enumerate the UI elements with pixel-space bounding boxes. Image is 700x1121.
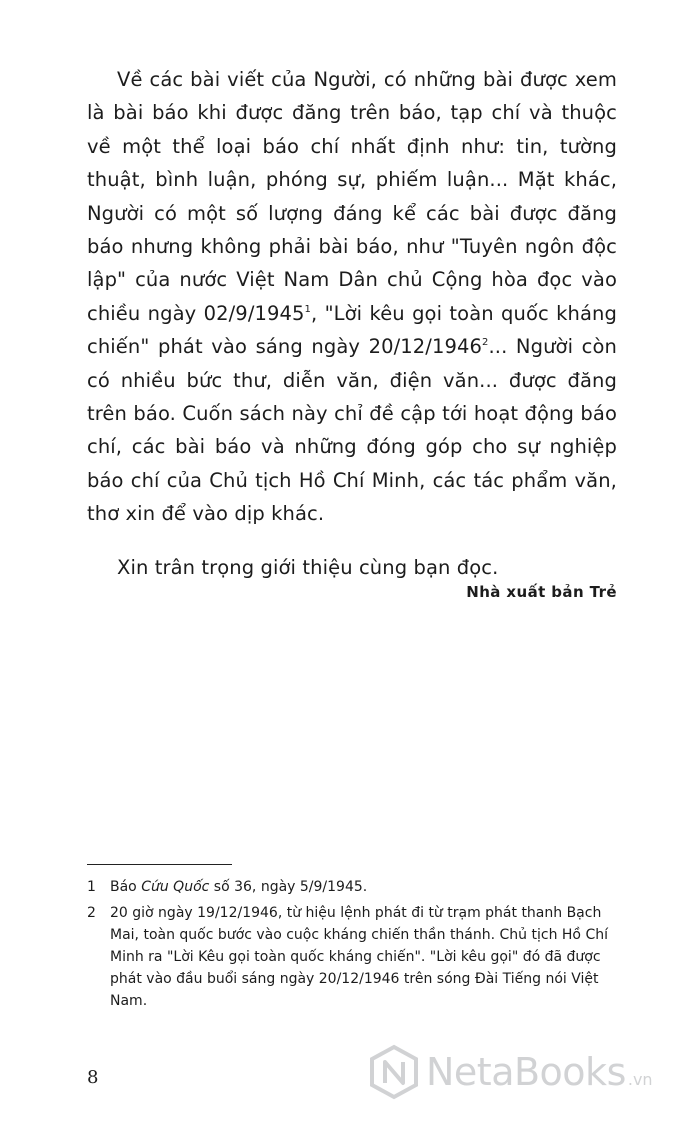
footnote-text: 20 giờ ngày 19/12/1946, từ hiệu lệnh phát đi từ trạm phát thanh Bạch Mai, toàn quốc bước vào cuộc kháng chiến thần thánh. Chủ tịch Hồ Chí Minh ra "Lời Kêu gọi toàn quốc kháng chiến". "Lời kêu gọi" đó đã được phát vào đầu buổi sáng ngày 20/12/1946 trên sóng Đài Tiếng nói Việt Nam. bbox=[110, 905, 608, 1009]
page-number: 8 bbox=[87, 1067, 99, 1088]
footnotes bbox=[87, 876, 619, 1016]
watermark bbox=[368, 1044, 653, 1100]
netabooks-logo-icon bbox=[368, 1044, 420, 1100]
footnote-text-start: Báo bbox=[110, 879, 142, 895]
watermark-suffix: .vn bbox=[627, 1069, 653, 1089]
paragraph-1 bbox=[87, 63, 617, 531]
footnote-2 bbox=[87, 902, 619, 1012]
watermark-brand: NetaBooks bbox=[426, 1050, 626, 1094]
footnote-number: 2 bbox=[87, 905, 96, 921]
paragraph-1-text: Về các bài viết của Người, có những bài được xem là bài báo khi được đăng trên báo, tạp chí và thuộc về một thể loại báo chí nhất định như: tin, tường thuật, bình luận, phóng sự, phiếm luận... Mặt khác, Người có một số lượng đáng kể các bài được đăng báo nhưng không phải bài báo, như "Tuyên ngôn độc lập" của nước Việt Nam Dân chủ Cộng hòa đọc vào chiều ngày 02/9/1945 bbox=[87, 68, 617, 325]
footnote-ref-1[interactable]: 1 bbox=[304, 303, 311, 315]
newspaper-name: Cứu Quốc bbox=[141, 879, 210, 895]
footnote-ref-2[interactable]: 2 bbox=[482, 337, 489, 349]
footnote-1 bbox=[87, 876, 619, 898]
footnote-text bbox=[110, 876, 619, 898]
paragraph-2: Xin trân trọng giới thiệu cùng bạn đọc. bbox=[117, 555, 499, 579]
footnote-text-end: số 36, ngày 5/9/1945. bbox=[209, 879, 368, 895]
body-text bbox=[87, 63, 617, 584]
publisher-signature: Nhà xuất bản Trẻ bbox=[466, 583, 617, 601]
footnote-divider bbox=[87, 864, 232, 865]
footnote-number: 1 bbox=[87, 879, 96, 895]
paragraph-1-text-end: ... Người còn có nhiều bức thư, diễn văn, điện văn... được đăng trên báo. Cuốn sách này chỉ đề cập tới hoạt động báo chí, các bài báo và những đóng góp cho sự nghiệp báo chí của Chủ tịch Hồ Chí Minh, các tác phẩm văn, thơ xin để vào dịp khác. bbox=[87, 335, 617, 526]
paragraph-1-text-cont: , "Lời kêu gọi toàn quốc kháng chiến" phát vào sáng ngày 20/12/1946 bbox=[87, 301, 617, 359]
